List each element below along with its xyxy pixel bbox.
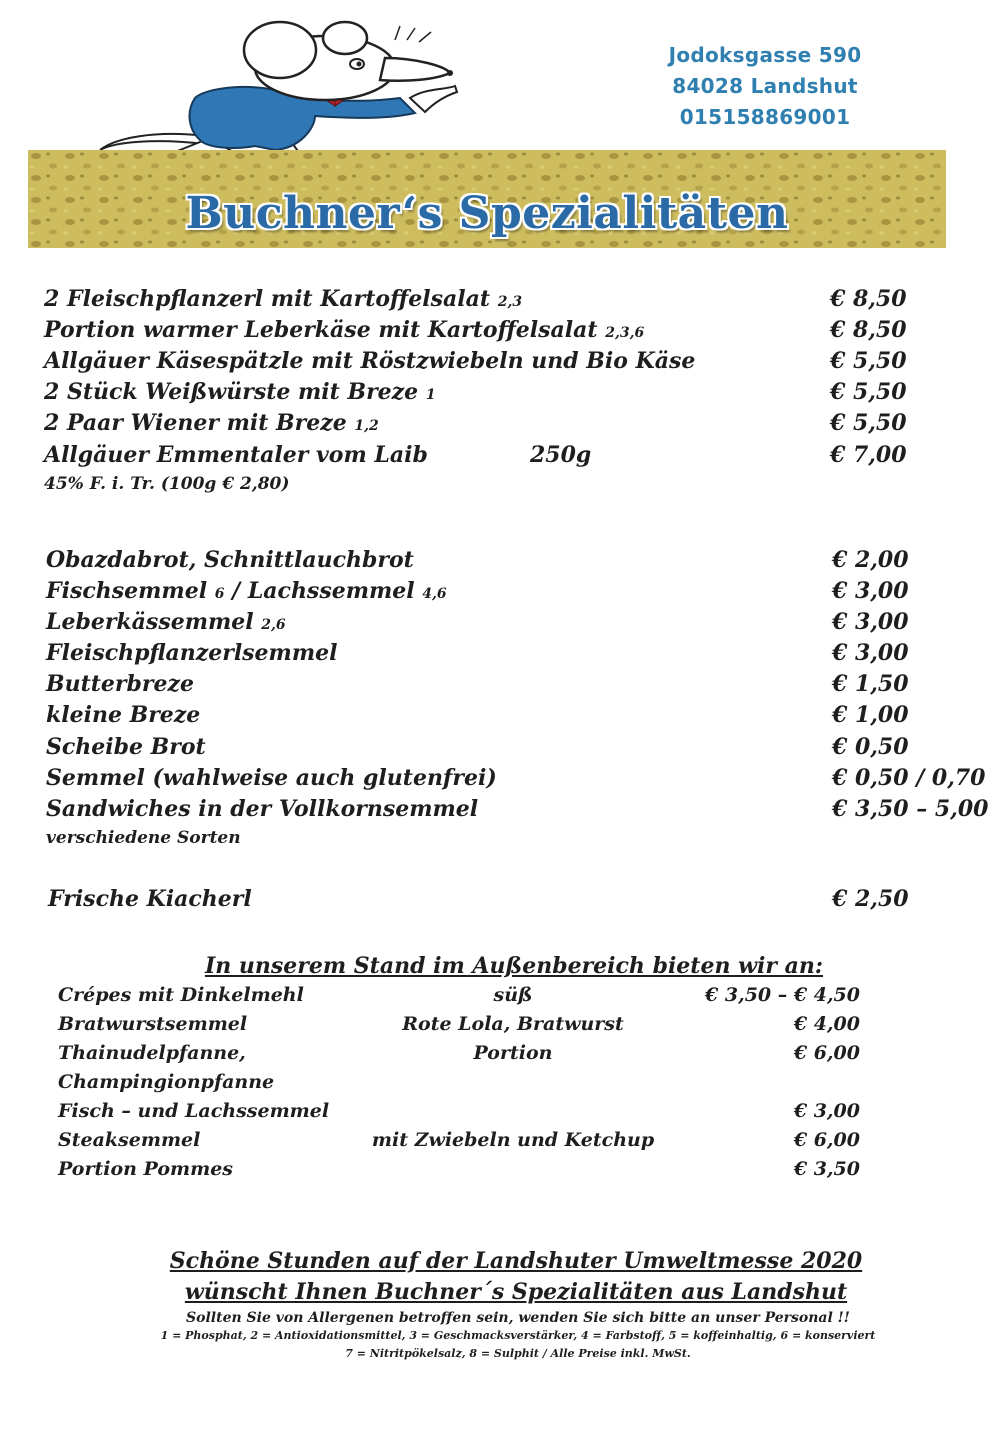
item-price: € 0,50 / 0,70 [832, 765, 986, 791]
item-name: Obazdabrot, Schnittlauchbrot [46, 547, 414, 573]
menu-row [46, 702, 909, 732]
item-price: € 3,00 [832, 578, 909, 604]
outdoor-row [58, 1042, 918, 1070]
item-price: € 3,00 [793, 1100, 860, 1122]
item-desc: Portion [473, 1042, 553, 1064]
allergen-legend-1: 1 = Phosphat, 2 = Antioxidationsmittel, 3 = Geschmacksverstärker, 4 = Farbstoff, 5 = koffeinhaltig, 6 = konserviert [160, 1329, 876, 1342]
menu-row [46, 796, 989, 826]
item-name: Butterbreze [46, 671, 194, 697]
outdoor-row [58, 984, 918, 1012]
allergy-notice: Sollten Sie von Allergenen betroffen sein, wenden Sie sich bitte an unser Personal !! [186, 1310, 850, 1326]
item-price: € 8,50 [830, 317, 907, 343]
menu-row [46, 609, 909, 639]
allergen-codes: 2,6 [261, 617, 286, 633]
menu-row [46, 640, 909, 670]
item-name: Fleischpflanzerlsemmel [46, 640, 338, 666]
item-price: € 3,00 [832, 640, 909, 666]
menu-row [44, 286, 907, 316]
item-name: Semmel (wahlweise auch glutenfrei) [46, 765, 497, 791]
item-name: Fisch – und Lachssemmel [58, 1100, 330, 1122]
item-price: € 3,50 – € 4,50 [705, 984, 860, 1006]
menu-row [46, 578, 909, 608]
outdoor-row [58, 1013, 918, 1041]
item-price: € 5,50 [830, 348, 907, 374]
item-name: Bratwurstsemmel [58, 1013, 248, 1035]
item-name: Portion warmer Leberkäse mit Kartoffelsalat [44, 317, 598, 343]
item-name: Portion Pommes [58, 1158, 233, 1180]
allergen-legend-2: 7 = Nitritpökelsalz, 8 = Sulphit / Alle Preise inkl. MwSt. [345, 1347, 691, 1360]
menu-row [46, 547, 909, 577]
item-price: € 6,00 [793, 1129, 860, 1151]
phone: 015158869001 [679, 105, 851, 129]
footer-greeting-1: Schöne Stunden auf der Landshuter Umweltmesse 2020 [169, 1248, 863, 1274]
item-name: Champingionpfanne [58, 1071, 275, 1093]
item-desc: mit Zwiebeln und Ketchup [371, 1129, 655, 1151]
item-desc: süß [493, 984, 533, 1006]
item-price: € 3,50 – 5,00 [832, 796, 989, 822]
item-name: Scheibe Brot [46, 734, 206, 760]
item-name: kleine Breze [46, 702, 201, 728]
outdoor-row [58, 1129, 918, 1157]
menu-row [46, 734, 909, 764]
brand-title: Buchner‘s Spezialitäten [185, 188, 789, 239]
allergen-codes: 2,3,6 [605, 325, 645, 341]
item-price: € 3,50 [793, 1158, 860, 1180]
street: Jodoksgasse 590 [668, 43, 862, 67]
item-name: Frische Kiacherl [48, 886, 252, 912]
item-weight: 250g [530, 442, 592, 468]
menu-row [44, 317, 907, 347]
outdoor-row [58, 1071, 918, 1099]
item-name: Allgäuer Käsespätzle mit Röstzwiebeln und Bio Käse [44, 348, 696, 374]
allergen-codes: 1 [425, 387, 436, 403]
menu-row [44, 410, 907, 440]
item-name: Allgäuer Emmentaler vom Laib [44, 442, 428, 468]
item-price: € 5,50 [830, 379, 907, 405]
menu-row [44, 379, 907, 409]
item-price: € 7,00 [830, 442, 907, 468]
menu-row [46, 671, 909, 701]
contact-address [620, 40, 910, 133]
item-name: 2 Paar Wiener mit Breze [44, 410, 347, 436]
item-price: € 6,00 [793, 1042, 860, 1064]
allergen-codes: 6 [214, 586, 225, 602]
item-name-2: / Lachssemmel [224, 578, 415, 604]
item-note: 45% F. i. Tr. (100g € 2,80) [44, 474, 290, 494]
menu-row [46, 765, 986, 795]
item-price: € 3,00 [832, 609, 909, 635]
item-price: € 2,50 [832, 886, 909, 912]
item-price: € 1,50 [832, 671, 909, 697]
item-desc: Rote Lola, Bratwurst [402, 1013, 624, 1035]
menu-row [44, 442, 907, 472]
item-name: Fischsemmel [46, 578, 208, 604]
city: 84028 Landshut [672, 74, 858, 98]
item-price: € 1,00 [832, 702, 909, 728]
item-name: Thainudelpfanne, [58, 1042, 246, 1064]
item-price: € 5,50 [830, 410, 907, 436]
item-price: € 0,50 [832, 734, 909, 760]
outdoor-heading: In unserem Stand im Außenbereich bieten wir an: [204, 953, 824, 979]
item-price: € 8,50 [830, 286, 907, 312]
allergen-codes: 1,2 [354, 418, 379, 434]
item-price: € 2,00 [832, 547, 909, 573]
item-note: verschiedene Sorten [46, 828, 241, 848]
item-name: Crépes mit Dinkelmehl [58, 984, 304, 1006]
outdoor-row [58, 1100, 918, 1128]
item-price: € 4,00 [793, 1013, 860, 1035]
item-name: Sandwiches in der Vollkornsemmel [46, 796, 479, 822]
allergen-codes-2: 4,6 [422, 586, 447, 602]
allergen-codes: 2,3 [497, 294, 523, 310]
menu-row [48, 886, 908, 916]
footer-greeting-2: wünscht Ihnen Buchner´s Spezialitäten aus Landshut [184, 1279, 848, 1305]
item-name: Leberkässemmel [46, 609, 254, 635]
menu-row [44, 348, 907, 378]
item-name: 2 Stück Weißwürste mit Breze [44, 379, 419, 405]
item-name: Steaksemmel [58, 1129, 201, 1151]
item-name: 2 Fleischpflanzerl mit Kartoffelsalat [44, 286, 491, 312]
outdoor-row [58, 1158, 918, 1186]
